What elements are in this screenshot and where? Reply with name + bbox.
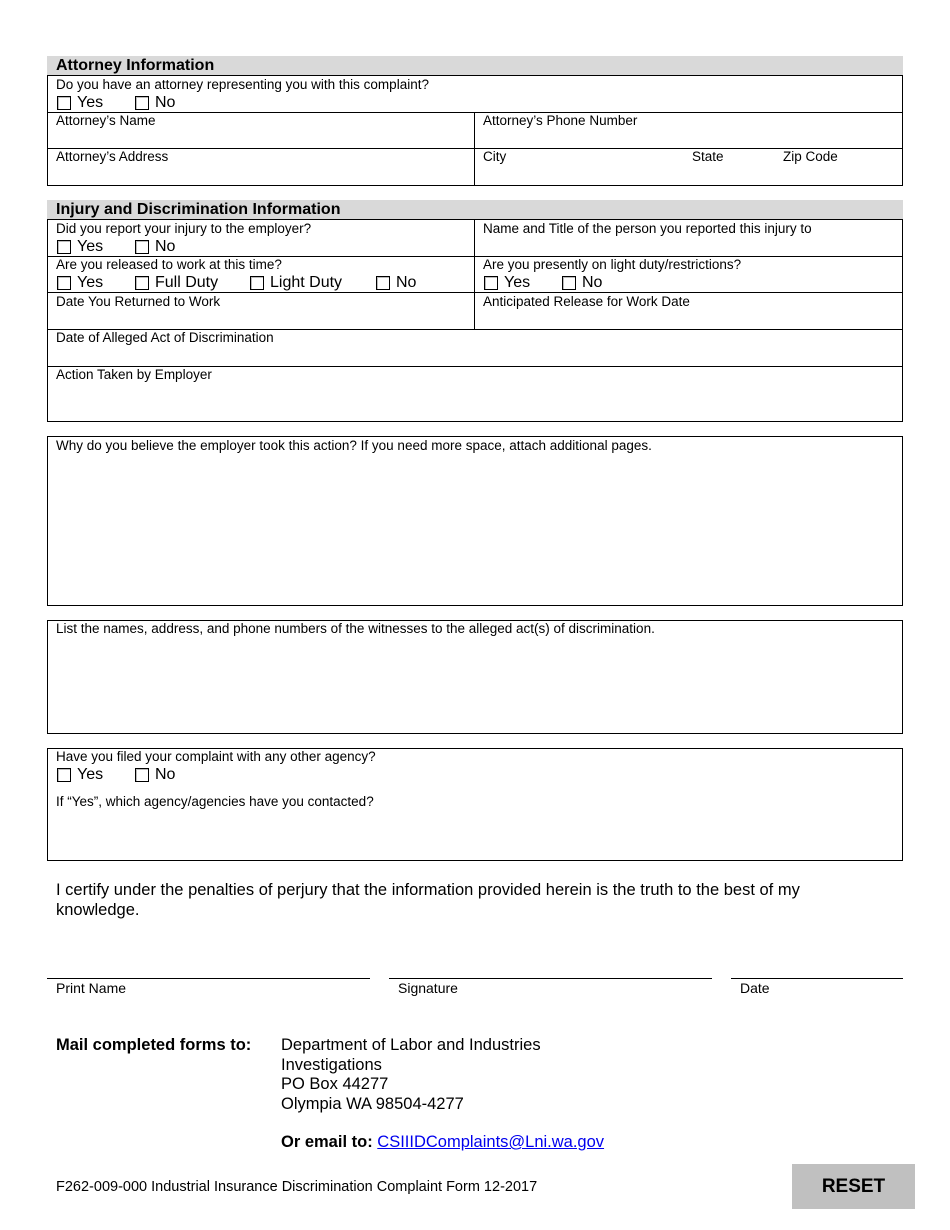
other-agency-question: Have you filed your complaint with any other agency?: [56, 749, 376, 764]
divider: [474, 112, 475, 186]
divider: [47, 292, 903, 293]
other-agency-yes-checkbox[interactable]: [57, 768, 71, 782]
divider: [47, 112, 903, 113]
attorney-phone-label: Attorney’s Phone Number: [483, 113, 638, 128]
mail-label: Mail completed forms to:: [56, 1036, 252, 1054]
option-label: Full Duty: [155, 274, 219, 291]
signature-line[interactable]: [389, 978, 712, 979]
released-yes-checkbox[interactable]: [57, 276, 71, 290]
email-prefix: Or email to:: [281, 1133, 373, 1151]
option-label: Yes: [504, 274, 531, 291]
zip-code-label: Zip Code: [783, 149, 838, 164]
option-label: Yes: [77, 238, 104, 255]
witnesses-label: List the names, address, and phone numbers of the witnesses to the alleged act(s) of discrimination.: [56, 621, 655, 636]
option-label: No: [155, 94, 176, 111]
other-agency-no-checkbox[interactable]: [135, 768, 149, 782]
mailing-address: [281, 1036, 541, 1114]
released-no-checkbox[interactable]: [376, 276, 390, 290]
email-row: [281, 1133, 604, 1152]
option-label: No: [396, 274, 417, 291]
released-question: Are you released to work at this time?: [56, 257, 282, 272]
divider: [47, 148, 903, 149]
reset-button[interactable]: RESET: [792, 1164, 915, 1209]
other-agency-no-option[interactable]: [135, 766, 175, 784]
attorney-no-checkbox[interactable]: [135, 96, 149, 110]
which-agency-label: If “Yes”, which agency/agencies have you contacted?: [56, 794, 374, 809]
released-full-duty-option[interactable]: [135, 274, 218, 292]
light-duty-question: Are you presently on light duty/restrictions?: [483, 257, 742, 272]
option-label: No: [155, 766, 176, 783]
attorney-section-title: Attorney Information: [47, 56, 903, 75]
reported-to-label: Name and Title of the person you reported this injury to: [483, 221, 812, 236]
report-yes-option[interactable]: [57, 238, 103, 256]
report-no-checkbox[interactable]: [135, 240, 149, 254]
option-label: Yes: [77, 94, 104, 111]
attorney-no-option[interactable]: [135, 94, 175, 112]
light-duty-no-option[interactable]: [562, 274, 602, 292]
released-yes-option[interactable]: [57, 274, 103, 292]
state-label: State: [692, 149, 724, 164]
released-light-duty-checkbox[interactable]: [250, 276, 264, 290]
anticipated-release-label: Anticipated Release for Work Date: [483, 294, 690, 309]
why-answer-box[interactable]: [47, 436, 903, 606]
why-label: Why do you believe the employer took this action? If you need more space, attach additional pages.: [56, 438, 652, 453]
attorney-name-label: Attorney’s Name: [56, 113, 156, 128]
light-duty-yes-option[interactable]: [484, 274, 530, 292]
attorney-yes-checkbox[interactable]: [57, 96, 71, 110]
address-line: Olympia WA 98504-4277: [281, 1094, 464, 1113]
address-line: Investigations: [281, 1055, 382, 1074]
light-duty-no-checkbox[interactable]: [562, 276, 576, 290]
released-light-duty-option[interactable]: [250, 274, 342, 292]
option-label: No: [155, 238, 176, 255]
injury-section-title: Injury and Discrimination Information: [47, 200, 903, 219]
certification-text: I certify under the penalties of perjury that the information provided herein is the truth to the best of my knowledge.: [56, 881, 800, 919]
print-name-line[interactable]: [47, 978, 370, 979]
option-label: No: [582, 274, 603, 291]
released-no-option[interactable]: [376, 274, 416, 292]
option-label: Light Duty: [270, 274, 343, 291]
report-injury-question: Did you report your injury to the employer?: [56, 221, 312, 236]
address-line: Department of Labor and Industries: [281, 1036, 541, 1054]
returned-to-work-label: Date You Returned to Work: [56, 294, 221, 309]
other-agency-yes-option[interactable]: [57, 766, 103, 784]
action-taken-label: Action Taken by Employer: [56, 367, 212, 382]
witnesses-answer-box[interactable]: [47, 620, 903, 734]
city-label: City: [483, 149, 507, 164]
report-no-option[interactable]: [135, 238, 175, 256]
released-full-duty-checkbox[interactable]: [135, 276, 149, 290]
email-link[interactable]: CSIIIDComplaints@Lni.wa.gov: [377, 1133, 605, 1151]
divider: [474, 219, 475, 329]
alleged-date-label: Date of Alleged Act of Discrimination: [56, 330, 274, 345]
option-label: Yes: [77, 766, 104, 783]
attorney-address-label: Attorney’s Address: [56, 149, 169, 164]
date-line[interactable]: [731, 978, 903, 979]
form-id-footer: F262-009-000 Industrial Insurance Discrimination Complaint Form 12-2017: [56, 1179, 538, 1195]
attorney-yes-option[interactable]: [57, 94, 103, 112]
attorney-question: Do you have an attorney representing you with this complaint?: [56, 77, 429, 92]
option-label: Yes: [77, 274, 104, 291]
report-yes-checkbox[interactable]: [57, 240, 71, 254]
print-name-label: Print Name: [56, 980, 127, 996]
address-line: PO Box 44277: [281, 1075, 389, 1093]
light-duty-yes-checkbox[interactable]: [484, 276, 498, 290]
date-label: Date: [740, 980, 770, 996]
signature-label: Signature: [398, 980, 458, 996]
